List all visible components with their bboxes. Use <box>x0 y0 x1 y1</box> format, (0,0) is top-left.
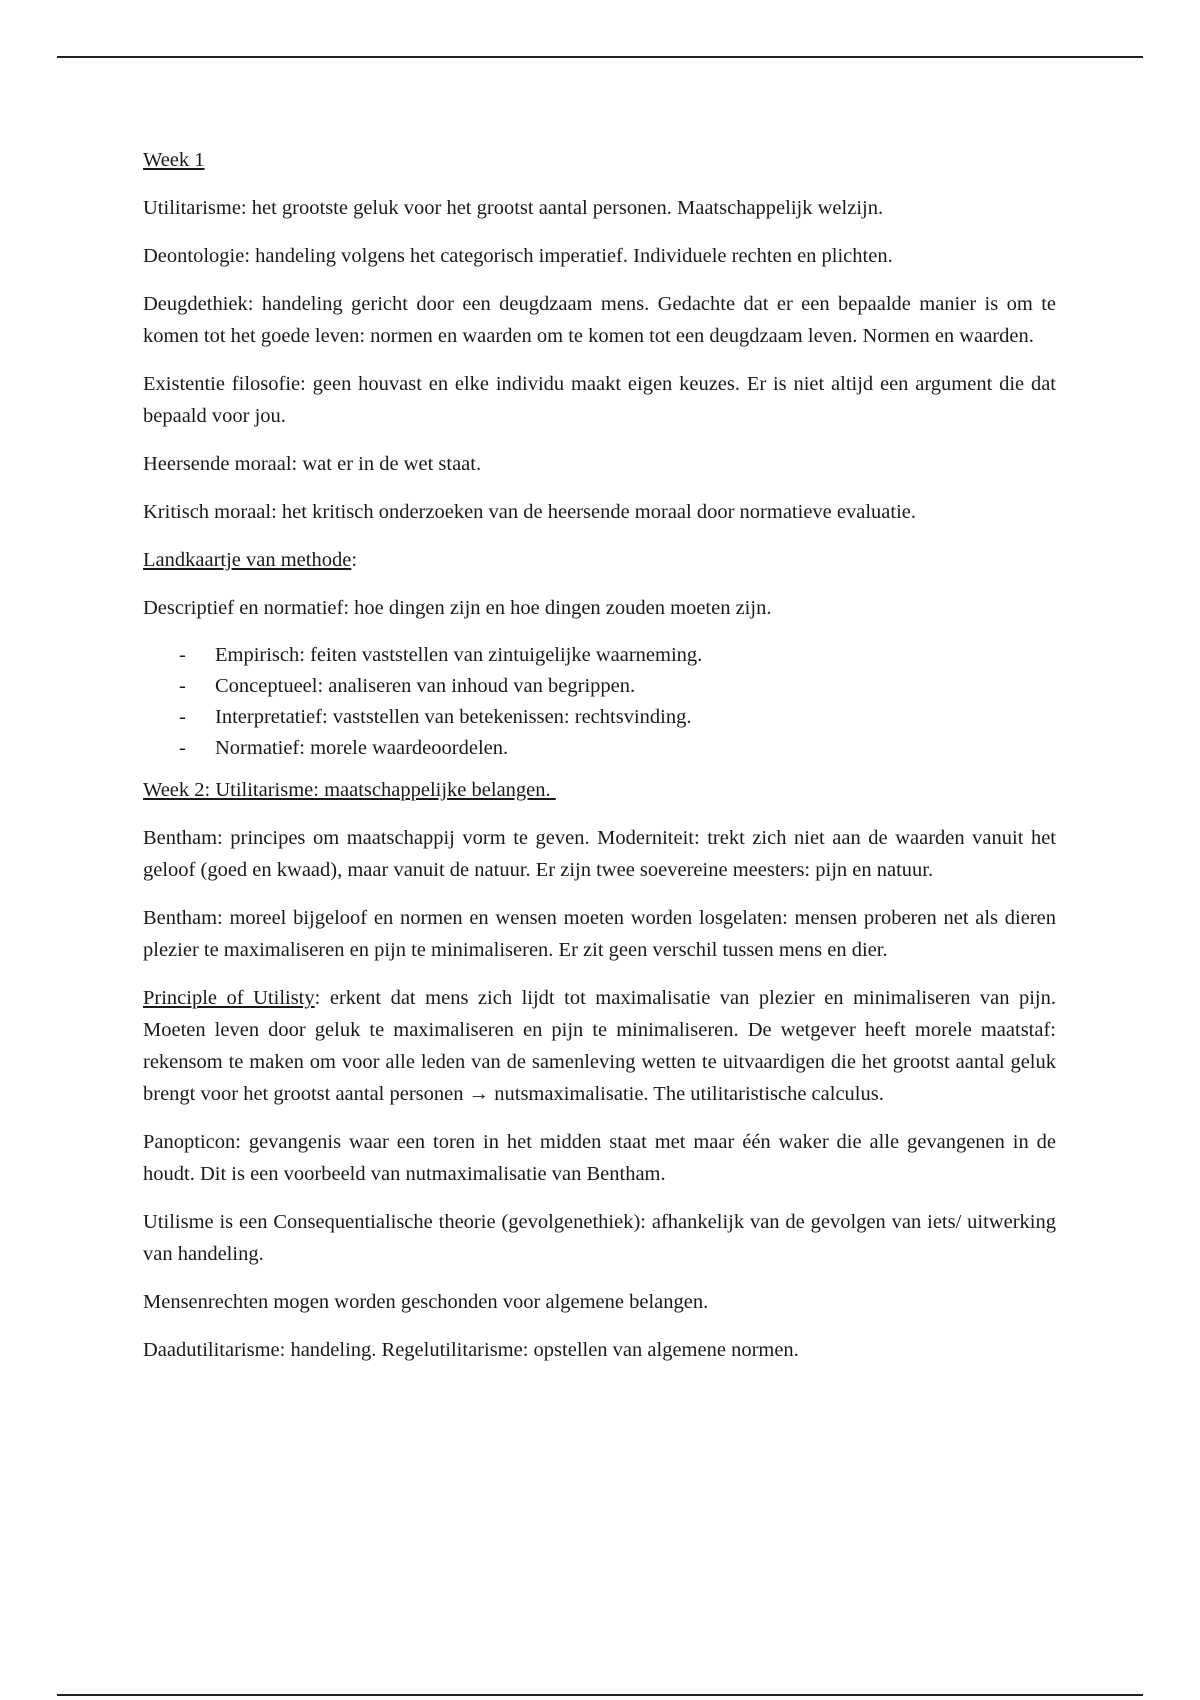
methods-list <box>143 640 1056 764</box>
heading-landkaartje <box>143 544 1056 576</box>
heading-week-2 <box>143 774 1056 806</box>
document-body <box>143 144 1056 1382</box>
paragraph-panopticon: Panopticon: gevangenis waar een toren in het midden staat met maar één waker die alle gevangenen in de houdt. Dit is een voorbeeld van nutmaximalisatie van Bentham. <box>143 1131 1056 1185</box>
paragraph-utilitarisme: Utilitarisme: het grootste geluk voor het grootst aantal personen. Maatschappelijk welzijn. <box>143 197 884 219</box>
heading-week-1 <box>143 144 1056 176</box>
dash-marker: - <box>179 706 186 728</box>
paragraph-kritisch-moraal: Kritisch moraal: het kritisch onderzoeken van de heersende moraal door normatieve evaluatie. <box>143 501 916 523</box>
paragraph-deontologie: Deontologie: handeling volgens het categorisch imperatief. Individuele rechten en plichten. <box>143 245 893 267</box>
principle-label: Principle of Utilisty <box>143 987 315 1009</box>
paragraph-deugdethiek: Deugdethiek: handeling gericht door een deugdzaam mens. Gedachte dat er een bepaalde manier is om te komen tot het goede leven: normen en waarden om te komen tot een deugdzaam leven. Normen en waarden. <box>143 293 1056 347</box>
principle-text: : erkent dat mens zich lijdt tot maximalisatie van plezier en minimaliseren van pijn. Moeten leven door geluk te maximaliseren en pijn te minimaliseren. De wetgever heeft morele maatstaf: rekensom te maken om voor alle leden van de samenleving wetten te uitvaardigen die het grootst aantal geluk brengt voor het grootst aantal personen → nutsmaximalisatie. The utilitaristische calculus. <box>143 987 1056 1105</box>
paragraph-mensenrechten: Mensenrechten mogen worden geschonden voor algemene belangen. <box>143 1291 709 1313</box>
heading-landkaartje-colon: : <box>351 549 358 571</box>
dash-marker: - <box>179 644 186 666</box>
heading-landkaartje-text: Landkaartje van methode <box>143 549 352 571</box>
list-item-text: Interpretatief: vaststellen van betekenissen: rechtsvinding. <box>215 706 692 728</box>
paragraph-bentham-2: Bentham: moreel bijgeloof en normen en wensen moeten worden losgelaten: mensen proberen net als dieren plezier te maximaliseren en pijn te minimaliseren. Er zit geen verschil tussen mens en dier. <box>143 907 1056 961</box>
list-item <box>143 702 1056 733</box>
paragraph-principle-of-utility <box>143 982 1056 1110</box>
list-item <box>143 640 1056 671</box>
paragraph-utilisme: Utilisme is een Consequentialische theorie (gevolgenethiek): afhankelijk van de gevolgen van iets/ uitwerking van handeling. <box>143 1211 1056 1265</box>
header-rule <box>57 56 1143 58</box>
paragraph-descriptief: Descriptief en normatief: hoe dingen zijn en hoe dingen zouden moeten zijn. <box>143 597 772 619</box>
heading-week-1-text: Week 1 <box>143 149 205 171</box>
paragraph-bentham-1: Bentham: principes om maatschappij vorm te geven. Moderniteit: trekt zich niet aan de waarden vanuit het geloof (goed en kwaad), maar vanuit de natuur. Er zijn twee soevereine meesters: pijn en natuur. <box>143 827 1056 881</box>
list-item-text: Empirisch: feiten vaststellen van zintuigelijke waarneming. <box>215 644 703 666</box>
heading-week-2-text: Week 2: Utilitarisme: maatschappelijke belangen. <box>143 779 556 801</box>
paragraph-existentie: Existentie filosofie: geen houvast en elke individu maakt eigen keuzes. Er is niet altijd een argument die dat bepaald voor jou. <box>143 373 1056 427</box>
list-item-text: Normatief: morele waardeoordelen. <box>215 737 509 759</box>
footer-rule <box>57 1694 1143 1696</box>
paragraph-daadutilitarisme: Daadutilitarisme: handeling. Regelutilitarisme: opstellen van algemene normen. <box>143 1339 799 1361</box>
list-item-text: Conceptueel: analiseren van inhoud van begrippen. <box>215 675 636 697</box>
dash-marker: - <box>179 675 186 697</box>
list-item <box>143 671 1056 702</box>
dash-marker: - <box>179 737 186 759</box>
list-item <box>143 733 1056 764</box>
paragraph-heersende-moraal: Heersende moraal: wat er in de wet staat. <box>143 453 482 475</box>
